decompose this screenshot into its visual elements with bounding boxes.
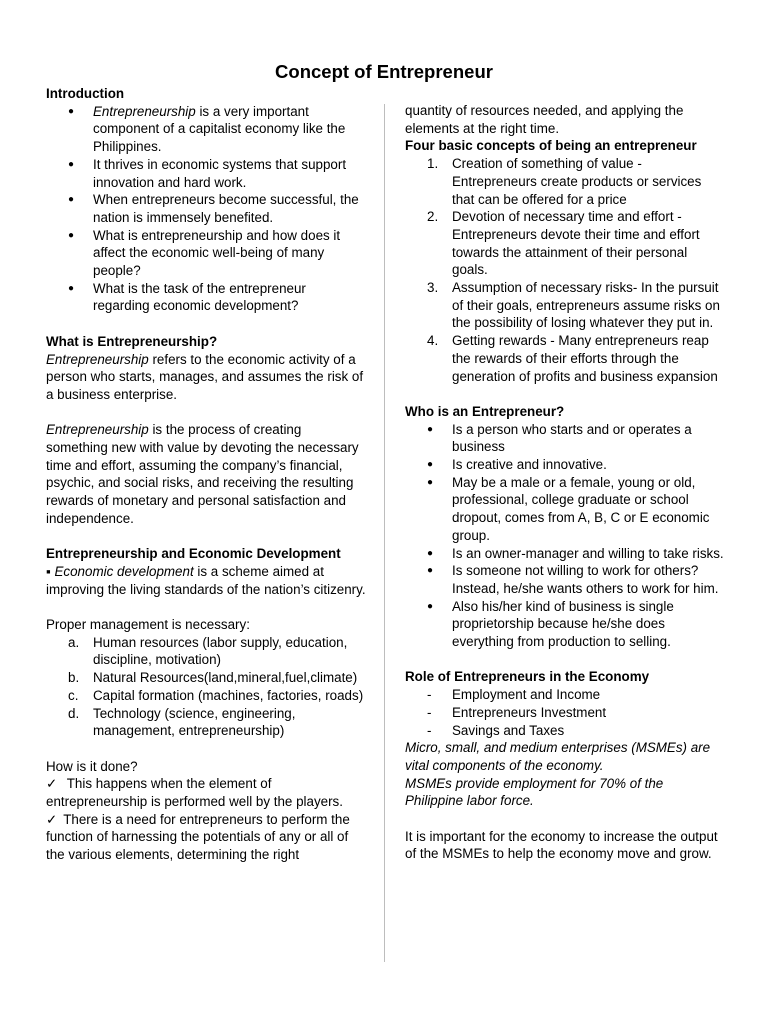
what-paragraph-1 bbox=[46, 351, 366, 404]
list-marker: 2. bbox=[427, 209, 439, 225]
list-item-emphasis: Entrepreneurship bbox=[93, 103, 196, 119]
list-item bbox=[46, 634, 366, 669]
who-heading: Who is an Entrepreneur? bbox=[405, 403, 565, 419]
list-marker: a. bbox=[68, 634, 80, 650]
list-item bbox=[46, 103, 366, 156]
list-item bbox=[405, 208, 725, 279]
econ-text: is a scheme aimed at improving the living standards of the nation’s citizenry. bbox=[46, 563, 366, 597]
how-question: How is it done? bbox=[46, 758, 138, 774]
list-item: - Entrepreneurs Investment bbox=[405, 704, 725, 722]
list-item bbox=[46, 687, 366, 705]
how-check-1 bbox=[46, 775, 366, 810]
right-column bbox=[405, 102, 725, 863]
list-item-text: Creation of something of value - Entrepreneurs create products or services that can be offered for a price bbox=[452, 156, 702, 207]
list-item: ● Is a person who starts and or operates a business bbox=[405, 421, 725, 456]
role-heading: Role of Entrepreneurs in the Economy bbox=[405, 669, 650, 685]
what-heading: What is Entrepreneurship? bbox=[46, 333, 218, 349]
msme-italic-2 bbox=[405, 775, 725, 810]
list-item bbox=[46, 156, 366, 191]
list-item bbox=[46, 191, 366, 226]
list-item: ● Is creative and innovative. bbox=[405, 456, 725, 474]
list-item bbox=[46, 669, 366, 687]
msme-italic-1-text: Micro, small, and medium enterprises (MSMEs) are vital components of the economy. bbox=[405, 740, 711, 773]
check-icon: ✓ bbox=[46, 811, 58, 827]
list-marker: 1. bbox=[427, 156, 439, 172]
square-bullet-icon: ▪ bbox=[46, 563, 51, 579]
list-item-text: When entrepreneurs become successful, the nation is immensely benefited. bbox=[93, 192, 359, 225]
list-item: - Savings and Taxes bbox=[405, 722, 725, 740]
list-marker: 4. bbox=[427, 333, 439, 349]
list-item: ● Is an owner-manager and willing to take risks. bbox=[405, 545, 725, 563]
who-list bbox=[405, 421, 725, 651]
how-check-1-text: This happens when the element of entrepreneurship is performed well by the players. bbox=[46, 776, 343, 810]
role-list bbox=[405, 686, 725, 739]
column-divider bbox=[384, 104, 385, 962]
four-concepts-heading: Four basic concepts of being an entrepreneur bbox=[405, 138, 697, 154]
intro-list bbox=[46, 103, 366, 315]
list-item bbox=[405, 155, 725, 208]
what-p1-emphasis: Entrepreneurship bbox=[46, 351, 149, 367]
list-item-text: What is entrepreneurship and how does it affect the economic well-being of many people? bbox=[93, 227, 341, 279]
list-item bbox=[405, 279, 725, 332]
continuation-text: quantity of resources needed, and applying the elements at the right time. bbox=[405, 103, 684, 136]
list-item-text: Capital formation (machines, factories, roads) bbox=[93, 687, 364, 703]
page-title: Concept of Entrepreneur bbox=[275, 61, 493, 82]
econ-heading: Entrepreneurship and Economic Development bbox=[46, 546, 341, 562]
list-item: - Employment and Income bbox=[405, 686, 725, 704]
four-concepts-list bbox=[405, 155, 725, 385]
list-item-text: What is the task of the entrepreneur regarding economic development? bbox=[93, 280, 306, 314]
what-paragraph-2 bbox=[46, 421, 366, 527]
how-check-2-text: There is a need for entrepreneurs to perform the function of harnessing the potentials of any or all of the various elements, determining the right bbox=[46, 811, 350, 863]
left-column bbox=[46, 85, 366, 864]
econ-emphasis: Economic development bbox=[54, 563, 194, 579]
mgmt-list bbox=[46, 634, 366, 740]
list-item-text: Devotion of necessary time and effort - Entrepreneurs devote their time and effort towards the attainment of their personal goals. bbox=[452, 209, 700, 278]
econ-paragraph bbox=[46, 563, 366, 598]
msme-italic-1 bbox=[405, 739, 725, 774]
list-marker: 3. bbox=[427, 280, 439, 296]
list-item bbox=[46, 280, 366, 315]
list-item-text: is a very important component of a capitalist economy like the Philippines. bbox=[93, 103, 346, 155]
what-p2-text: is the process of creating something new with value by devoting the necessary time and effort, assuming the company’s financial, psychic, and social risks, and receiving the resulting rewards of monetary and personal satisfaction and independence. bbox=[46, 422, 359, 526]
list-item-text: Natural Resources(land,mineral,fuel,climate) bbox=[93, 670, 358, 686]
msme-italic-2-text: MSMEs provide employment for 70% of the Philippine labor force. bbox=[405, 775, 664, 809]
list-item: ● Also his/her kind of business is single proprietorship because he/she does everything from production to selling. bbox=[405, 598, 725, 651]
list-item-text: Human resources (labor supply, education, discipline, motivation) bbox=[93, 634, 348, 668]
check-icon: ✓ bbox=[46, 776, 58, 792]
list-marker: d. bbox=[68, 705, 80, 721]
list-item bbox=[405, 332, 725, 385]
list-item-text: It thrives in economic systems that support innovation and hard work. bbox=[93, 156, 347, 190]
mgmt-intro: Proper management is necessary: bbox=[46, 617, 250, 633]
how-check-2 bbox=[46, 811, 366, 864]
intro-heading: Introduction bbox=[46, 86, 125, 101]
list-item: ● May be a male or a female, young or old, professional, college graduate or school dropout, comes from A, B, C or E economic group. bbox=[405, 474, 725, 545]
list-item: ● Is someone not willing to work for others? Instead, he/she wants others to work for him. bbox=[405, 562, 725, 597]
list-item-text: Assumption of necessary risks- In the pursuit of their goals, entrepreneurs assume risks on the possibility of losing whatever they put in. bbox=[452, 280, 720, 331]
list-marker: b. bbox=[68, 670, 80, 686]
list-item bbox=[46, 227, 366, 280]
what-p2-emphasis: Entrepreneurship bbox=[46, 422, 149, 438]
list-item bbox=[46, 705, 366, 740]
list-marker: c. bbox=[68, 687, 79, 703]
closing-paragraph: It is important for the economy to increase the output of the MSMEs to help the economy move and grow. bbox=[405, 828, 718, 862]
list-item-text: Technology (science, engineering, management, entrepreneurship) bbox=[93, 705, 296, 739]
list-item-text: Getting rewards - Many entrepreneurs reap the rewards of their efforts through the generation of profits and business expansion bbox=[452, 333, 718, 384]
what-p1-text: refers to the economic activity of a person who starts, manages, and assumes the risk of a business enterprise. bbox=[46, 351, 364, 402]
